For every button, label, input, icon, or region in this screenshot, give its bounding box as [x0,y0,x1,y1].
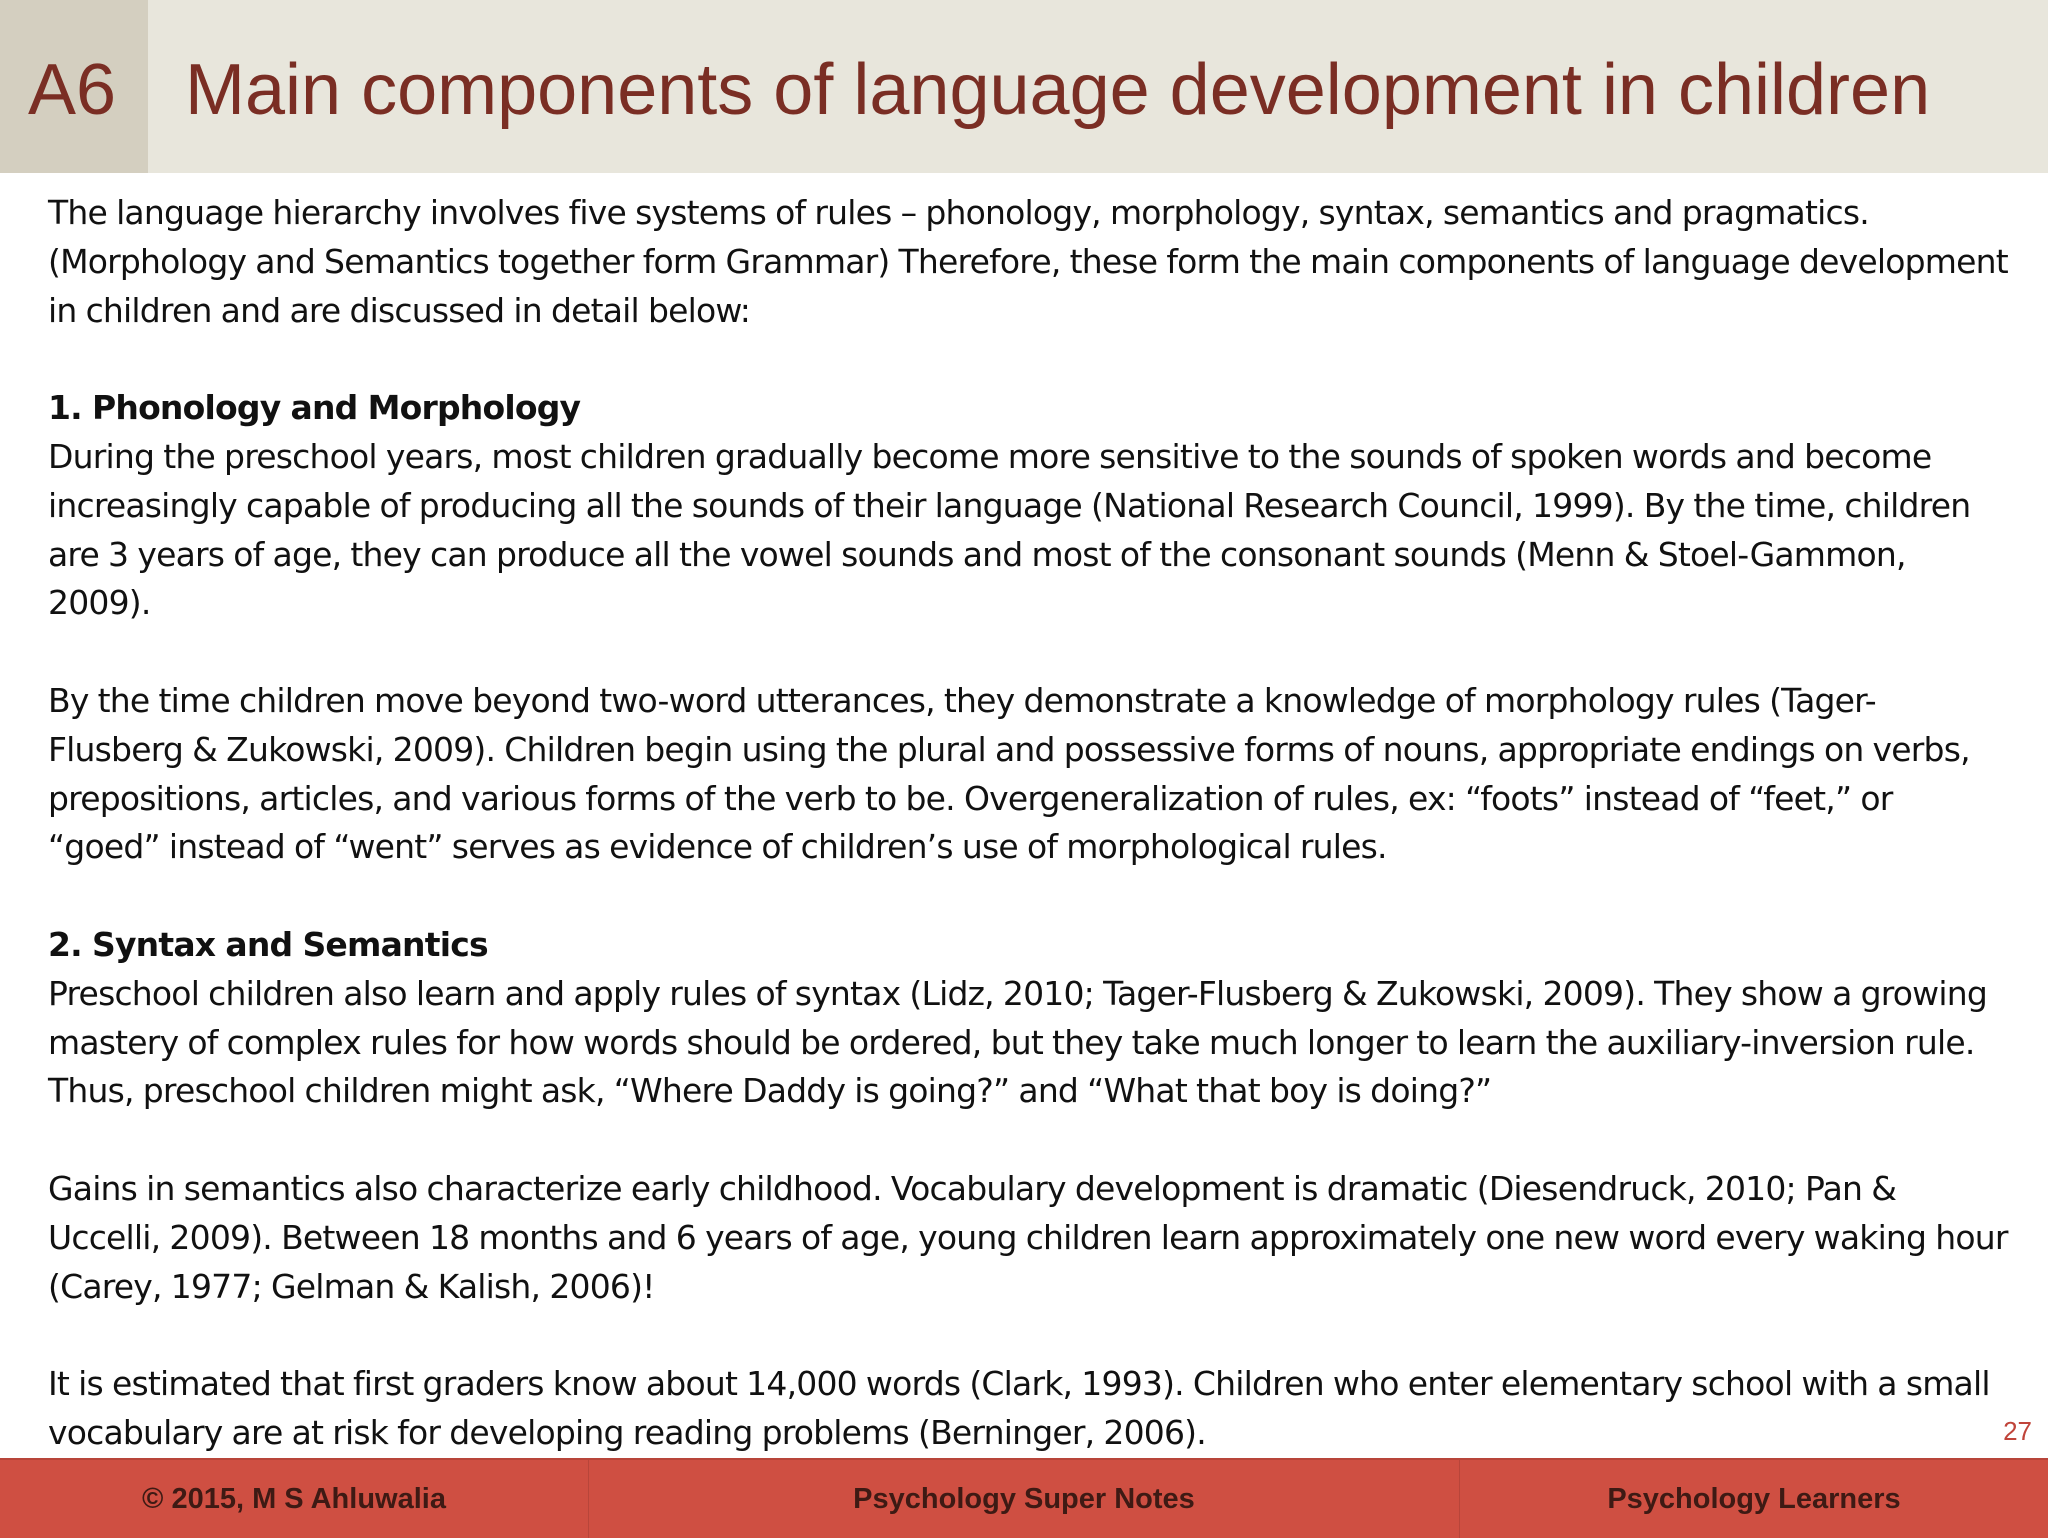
slide-body [48,189,2008,1507]
section-heading-syntax-semantics: 2. Syntax and Semantics [48,924,488,964]
paragraph-semantics: Gains in semantics also characterize early childhood. Vocabulary development is dramatic (Diesendruck, 2010; Pan & Uccelli, 2009). Between 18 months and 6 years of age, young children learn approximately one new word every waking hour (Carey, 1977; Gelman & Kalish, 2006)! [48,1168,2008,1306]
footer-course-name: Psychology Super Notes [853,1482,1195,1515]
intro-paragraph: The language hierarchy involves five systems of rules – phonology, morphology, syntax, semantics and pragmatics. (Morphology and Semantics together form Grammar) Therefore, these form the main components of language development in children and are discussed in detail below: [48,193,2008,330]
paragraph-phonology: During the preschool years, most children gradually become more sensitive to the sounds of spoken words and become increasingly capable of producing all the sounds of their language (National Research Council, 1999). By the time, children are 3 years of age, they can produce all the vowel sounds and most of the consonant sounds (Menn & Stoel-Gammon, 2009). [48,436,1971,623]
section-heading-phonology-morphology: 1. Phonology and Morphology [48,388,581,428]
paragraph-morphology: By the time children move beyond two-word utterances, they demonstrate a knowledge of morphology rules (Tager-Flusberg & Zukowski, 2009). Children begin using the plural and possessive forms of nouns, appropriate endings on verbs, prepositions, articles, and various forms of the verb to be. Overgeneralization of rules, ex: “foots” instead of “feet,” or “goed” instead of “went” serves as evidence of children’s use of morphological rules. [48,680,1970,867]
slide-footer [0,1458,2048,1538]
paragraph-syntax: Preschool children also learn and apply rules of syntax (Lidz, 2010; Tager-Flusberg & Zukowski, 2009). They show a growing mastery of complex rules for how words should be ordered, but they take much longer to learn the auxiliary-inversion rule. Thus, preschool children might ask, “Where Daddy is going?” and “What that boy is doing?” [48,973,1987,1111]
slide-header [0,0,2048,173]
footer-publisher: Psychology Learners [1607,1482,1901,1515]
page-number: 27 [2003,1416,2032,1446]
slide-title: Main components of language development in children [185,50,1931,130]
paragraph-vocabulary: It is estimated that first graders know about 14,000 words (Clark, 1993). Children who enter elementary school with a small vocabulary are at risk for developing reading problems (Berninger, 2006). [48,1364,1990,1452]
footer-copyright: © 2015, M S Ahluwalia [142,1482,446,1515]
slide-code: A6 [28,50,117,130]
